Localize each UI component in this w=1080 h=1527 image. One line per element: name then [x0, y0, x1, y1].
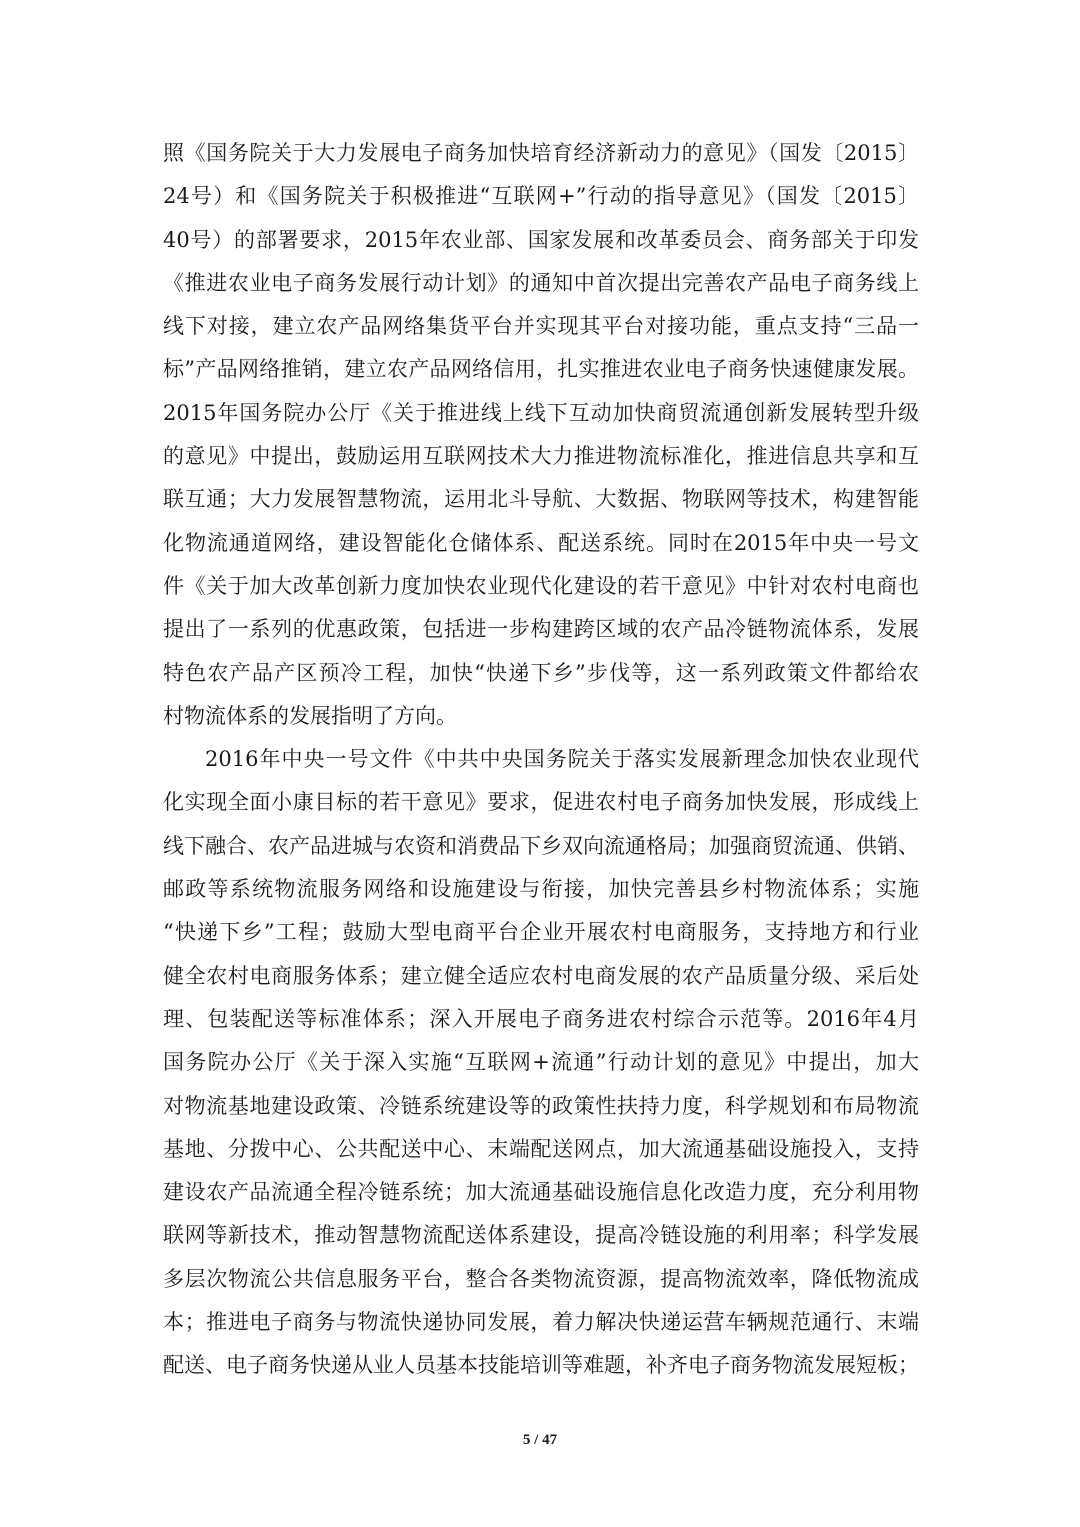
text-line: 2015年国务院办公厅《关于推进线上线下互动加快商贸流通创新发展转型升级 [163, 400, 919, 425]
text-line: 照《国务院关于大力发展电子商务加快培育经济新动力的意见》（国发〔2015〕 [163, 141, 919, 165]
text-line: 2016年中央一号文件《中共中央国务院关于落实发展新理念加快农业现代 [205, 747, 919, 772]
text-line: 提出了一系列的优惠政策，包括进一步构建跨区域的农产品冷链物流体系，发展 [163, 617, 919, 642]
text-line: 理、包装配送等标准体系；深入开展电子商务进农村综合示范等。2016年4月 [163, 1006, 919, 1031]
paragraph-1 [163, 132, 919, 738]
text-line: 线下对接，建立农产品网络集货平台并实现其平台对接功能，重点支持“三品一 [163, 314, 919, 339]
text-line: 多层次物流公共信息服务平台，整合各类物流资源，提高物流效率，降低物流成 [163, 1266, 919, 1291]
text-line: 联互通；大力发展智慧物流，运用北斗导航、大数据、物联网等技术，构建智能 [163, 487, 919, 512]
text-line: 国务院办公厅《关于深入实施“互联网+流通”行动计划的意见》中提出，加大 [163, 1050, 919, 1075]
text-line: 本；推进电子商务与物流快递协同发展，着力解决快递运营车辆规范通行、末端 [163, 1310, 919, 1335]
text-line: 线下融合、农产品进城与农资和消费品下乡双向流通格局；加强商贸流通、供销、 [163, 833, 919, 858]
text-line: 村物流体系的发展指明了方向。 [163, 703, 457, 728]
text-line: 24号）和《国务院关于积极推进“互联网+”行动的指导意见》（国发〔2015〕 [163, 184, 919, 209]
text-line: 件《关于加大改革创新力度加快农业现代化建设的若干意见》中针对农村电商也 [163, 573, 919, 598]
text-line: 配送、电子商务快递从业人员基本技能培训等难题，补齐电子商务物流发展短板； [163, 1353, 919, 1378]
text-line: 对物流基地建设政策、冷链系统建设等的政策性扶持力度，科学规划和布局物流 [163, 1093, 919, 1118]
text-line: 邮政等系统物流服务网络和设施建设与衔接，加快完善县乡村物流体系；实施 [163, 877, 919, 902]
text-line: 健全农村电商服务体系；建立健全适应农村电商发展的农产品质量分级、采后处 [163, 963, 919, 988]
paragraph-2 [163, 738, 919, 1387]
text-line: 建设农产品流通全程冷链系统；加大流通基础设施信息化改造力度，充分利用物 [163, 1180, 919, 1205]
text-line: 《推进农业电子商务发展行动计划》的通知中首次提出完善农产品电子商务线上 [163, 270, 919, 295]
text-line: 化实现全面小康目标的若干意见》要求，促进农村电子商务加快发展，形成线上 [163, 790, 919, 815]
page-number: 5 / 47 [522, 1432, 558, 1448]
text-line: 基地、分拨中心、公共配送中心、末端配送网点，加大流通基础设施投入，支持 [163, 1136, 919, 1161]
body-text [163, 132, 919, 1388]
text-line: 40号）的部署要求，2015年农业部、国家发展和改革委员会、商务部关于印发 [163, 227, 919, 252]
text-line: “快递下乡”工程；鼓励大型电商平台企业开展农村电商服务，支持地方和行业 [163, 920, 919, 945]
text-line: 的意见》中提出，鼓励运用互联网技术大力推进物流标准化，推进信息共享和互 [163, 444, 919, 469]
text-line: 化物流通道网络，建设智能化仓储体系、配送系统。同时在2015年中央一号文 [163, 530, 919, 555]
text-line: 联网等新技术，推动智慧物流配送体系建设，提高冷链设施的利用率；科学发展 [163, 1223, 919, 1248]
text-line: 特色农产品产区预冷工程，加快“快递下乡”步伐等，这一系列政策文件都给农 [163, 660, 919, 685]
text-line: 标”产品网络推销，建立农产品网络信用，扎实推进农业电子商务快速健康发展。 [163, 357, 919, 382]
